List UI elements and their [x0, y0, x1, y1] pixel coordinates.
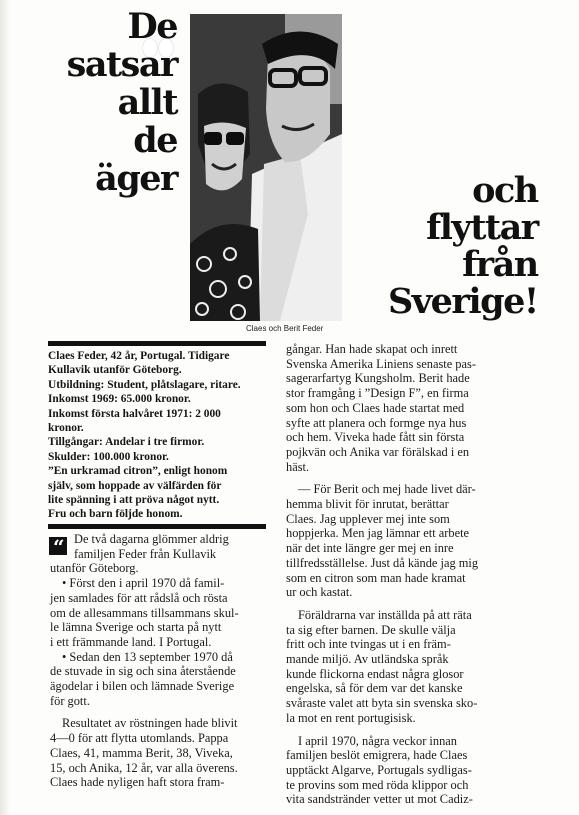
headline-line: Sverige!: [388, 281, 538, 322]
factbox-line: Skulder: 100.000 kronor.: [48, 450, 169, 463]
factbox-line: Kullavik utanför Göteborg.: [48, 364, 182, 377]
article-line: för gott.: [50, 693, 90, 708]
article-line: engelska, så för dem var det kanske: [286, 681, 463, 696]
article-line: le lämna Sverige och starta på nytt: [50, 620, 222, 635]
factbox-line: Inkomst första halvåret 1971: 2 000: [48, 407, 221, 420]
article-line: Svenska Amerika Liniens senaste pas-: [286, 356, 476, 371]
factbox-line: Claes Feder, 42 år, Portugal. Tidigare: [48, 350, 230, 362]
article-line: upptäckt Algarve, Portugals sydligas-: [286, 762, 472, 777]
article-line: De två dagarna glömmer aldrig: [74, 532, 229, 546]
factbox-bottom-rule: [48, 524, 266, 529]
headline-left: [67, 8, 177, 198]
factbox-line: själv, som hoppade av välfärden för: [48, 479, 222, 492]
article-line: — För Berit och mej hade livet där-: [298, 482, 476, 497]
article-line: kunde flickorna endast några glosor: [286, 666, 464, 681]
article-line: gångar. Han hade skapat och inrett: [286, 342, 458, 356]
factbox-line: Tillgångar: Andelar i tre firmor.: [48, 436, 205, 449]
headline-line: De: [127, 6, 177, 47]
article-line: Föräldrarna var inställda på att räta: [298, 607, 472, 622]
article-line: när det inte längre ger mej en inre: [286, 541, 454, 556]
factbox-top-rule: [48, 341, 266, 346]
article-line: la mot en rent portugisisk.: [286, 710, 416, 725]
article-line: I april 1970, några veckor innan: [298, 733, 457, 748]
quote-icon: “: [49, 537, 67, 555]
article-left-column: [50, 532, 278, 790]
factbox: [48, 349, 266, 522]
headline-line: de: [133, 120, 177, 161]
article-line: te provins som med röda klippor och: [286, 777, 469, 792]
article-line: ur och kastat.: [286, 585, 353, 600]
article-line: de stuvade in sig och sina återstående: [50, 664, 236, 679]
couple-photo: [190, 14, 342, 321]
headline-line: satsar: [66, 44, 177, 85]
page-edge: [0, 0, 10, 815]
article-line: tillfredsställelse. Just då kände jag mig: [286, 555, 479, 570]
headline-line: flyttar: [426, 207, 538, 248]
headline-right: [388, 172, 538, 320]
photo-caption: Claes och Berit Feder: [246, 324, 324, 333]
headline-line: och: [472, 170, 538, 211]
headline-line: allt: [117, 82, 177, 123]
article-line: som hon och Claes hade startat med: [286, 400, 465, 415]
factbox-line: Fru och barn följde honom.: [48, 508, 183, 521]
article-line: och hem. Viveka hade fått sin första: [286, 430, 465, 445]
article-line: sagerarfartyg Kungsholm. Berit hade: [286, 371, 470, 386]
article-line: 15, och Anika, 12 år, var alla överens.: [50, 760, 238, 775]
article-line: • Först den i april 1970 då famil-: [62, 576, 225, 591]
article-line: • Sedan den 13 september 1970 då: [62, 649, 233, 664]
article-line: i ett främmande land. I Portugal.: [50, 634, 212, 649]
article-line: ägodelar i bilen och lämnade Sverige: [50, 679, 235, 694]
factbox-line: lite spänning i att pröva något nytt.: [48, 494, 220, 507]
article-line: hoppjerka. Men jag lämnar ett arbete: [286, 526, 470, 541]
headline-line: äger: [95, 158, 177, 199]
article-line: stor framgång i ”Design F”, en firma: [286, 386, 469, 401]
factbox-line: Inkomst 1969: 65.000 kronor.: [48, 393, 191, 406]
factbox-line: ”En urkramad citron”, enligt honom: [48, 465, 228, 478]
article-line: pojkvän och Anika var förälskad i en: [286, 444, 470, 459]
article-line: fritt och inte tvingas ut i en främ-: [286, 637, 451, 652]
factbox-line: kronor.: [48, 422, 84, 435]
article-right-column: [286, 342, 530, 807]
article-line: mande miljö. Av utländska språk: [286, 652, 449, 667]
article-line: om de allesammans tillsammans skul-: [50, 605, 239, 620]
factbox-line: Utbildning: Student, plåtslagare, ritare.: [48, 378, 241, 391]
article-line: Claes hade nyligen haft stora fram-: [50, 775, 225, 790]
article-line: Resultatet av röstningen hade blivit: [62, 716, 238, 731]
article-line: familjen beslöt emigrera, hade Claes: [286, 748, 468, 763]
article-line: häst.: [286, 459, 310, 474]
article-line: Claes. Jag upplever mej inte som: [286, 511, 450, 526]
article-line: svåraste valet att byta sin svenska sko-: [286, 696, 478, 711]
article-line: 4—0 för att flytta utomlands. Pappa: [50, 731, 229, 746]
article-line: vita sandstränder vetter ut mot Cadiz-: [286, 792, 473, 807]
article-line: hemma blivit för inrutat, berättar: [286, 497, 449, 512]
article-line: syfte att planera och formge nya hus: [286, 415, 467, 430]
article-line: som en citron som man hade kramat: [286, 570, 466, 585]
article-line: ta sig efter barnen. De skulle välja: [286, 622, 456, 637]
article-line: jen samlades för att rådslå och rösta: [50, 590, 228, 605]
headline-line: från: [462, 244, 538, 285]
article-line: familjen Feder från Kullavik: [74, 546, 217, 561]
article-line: Claes, 41, mamma Berit, 38, Viveka,: [50, 745, 233, 760]
article-line: utanför Göteborg.: [50, 561, 139, 576]
